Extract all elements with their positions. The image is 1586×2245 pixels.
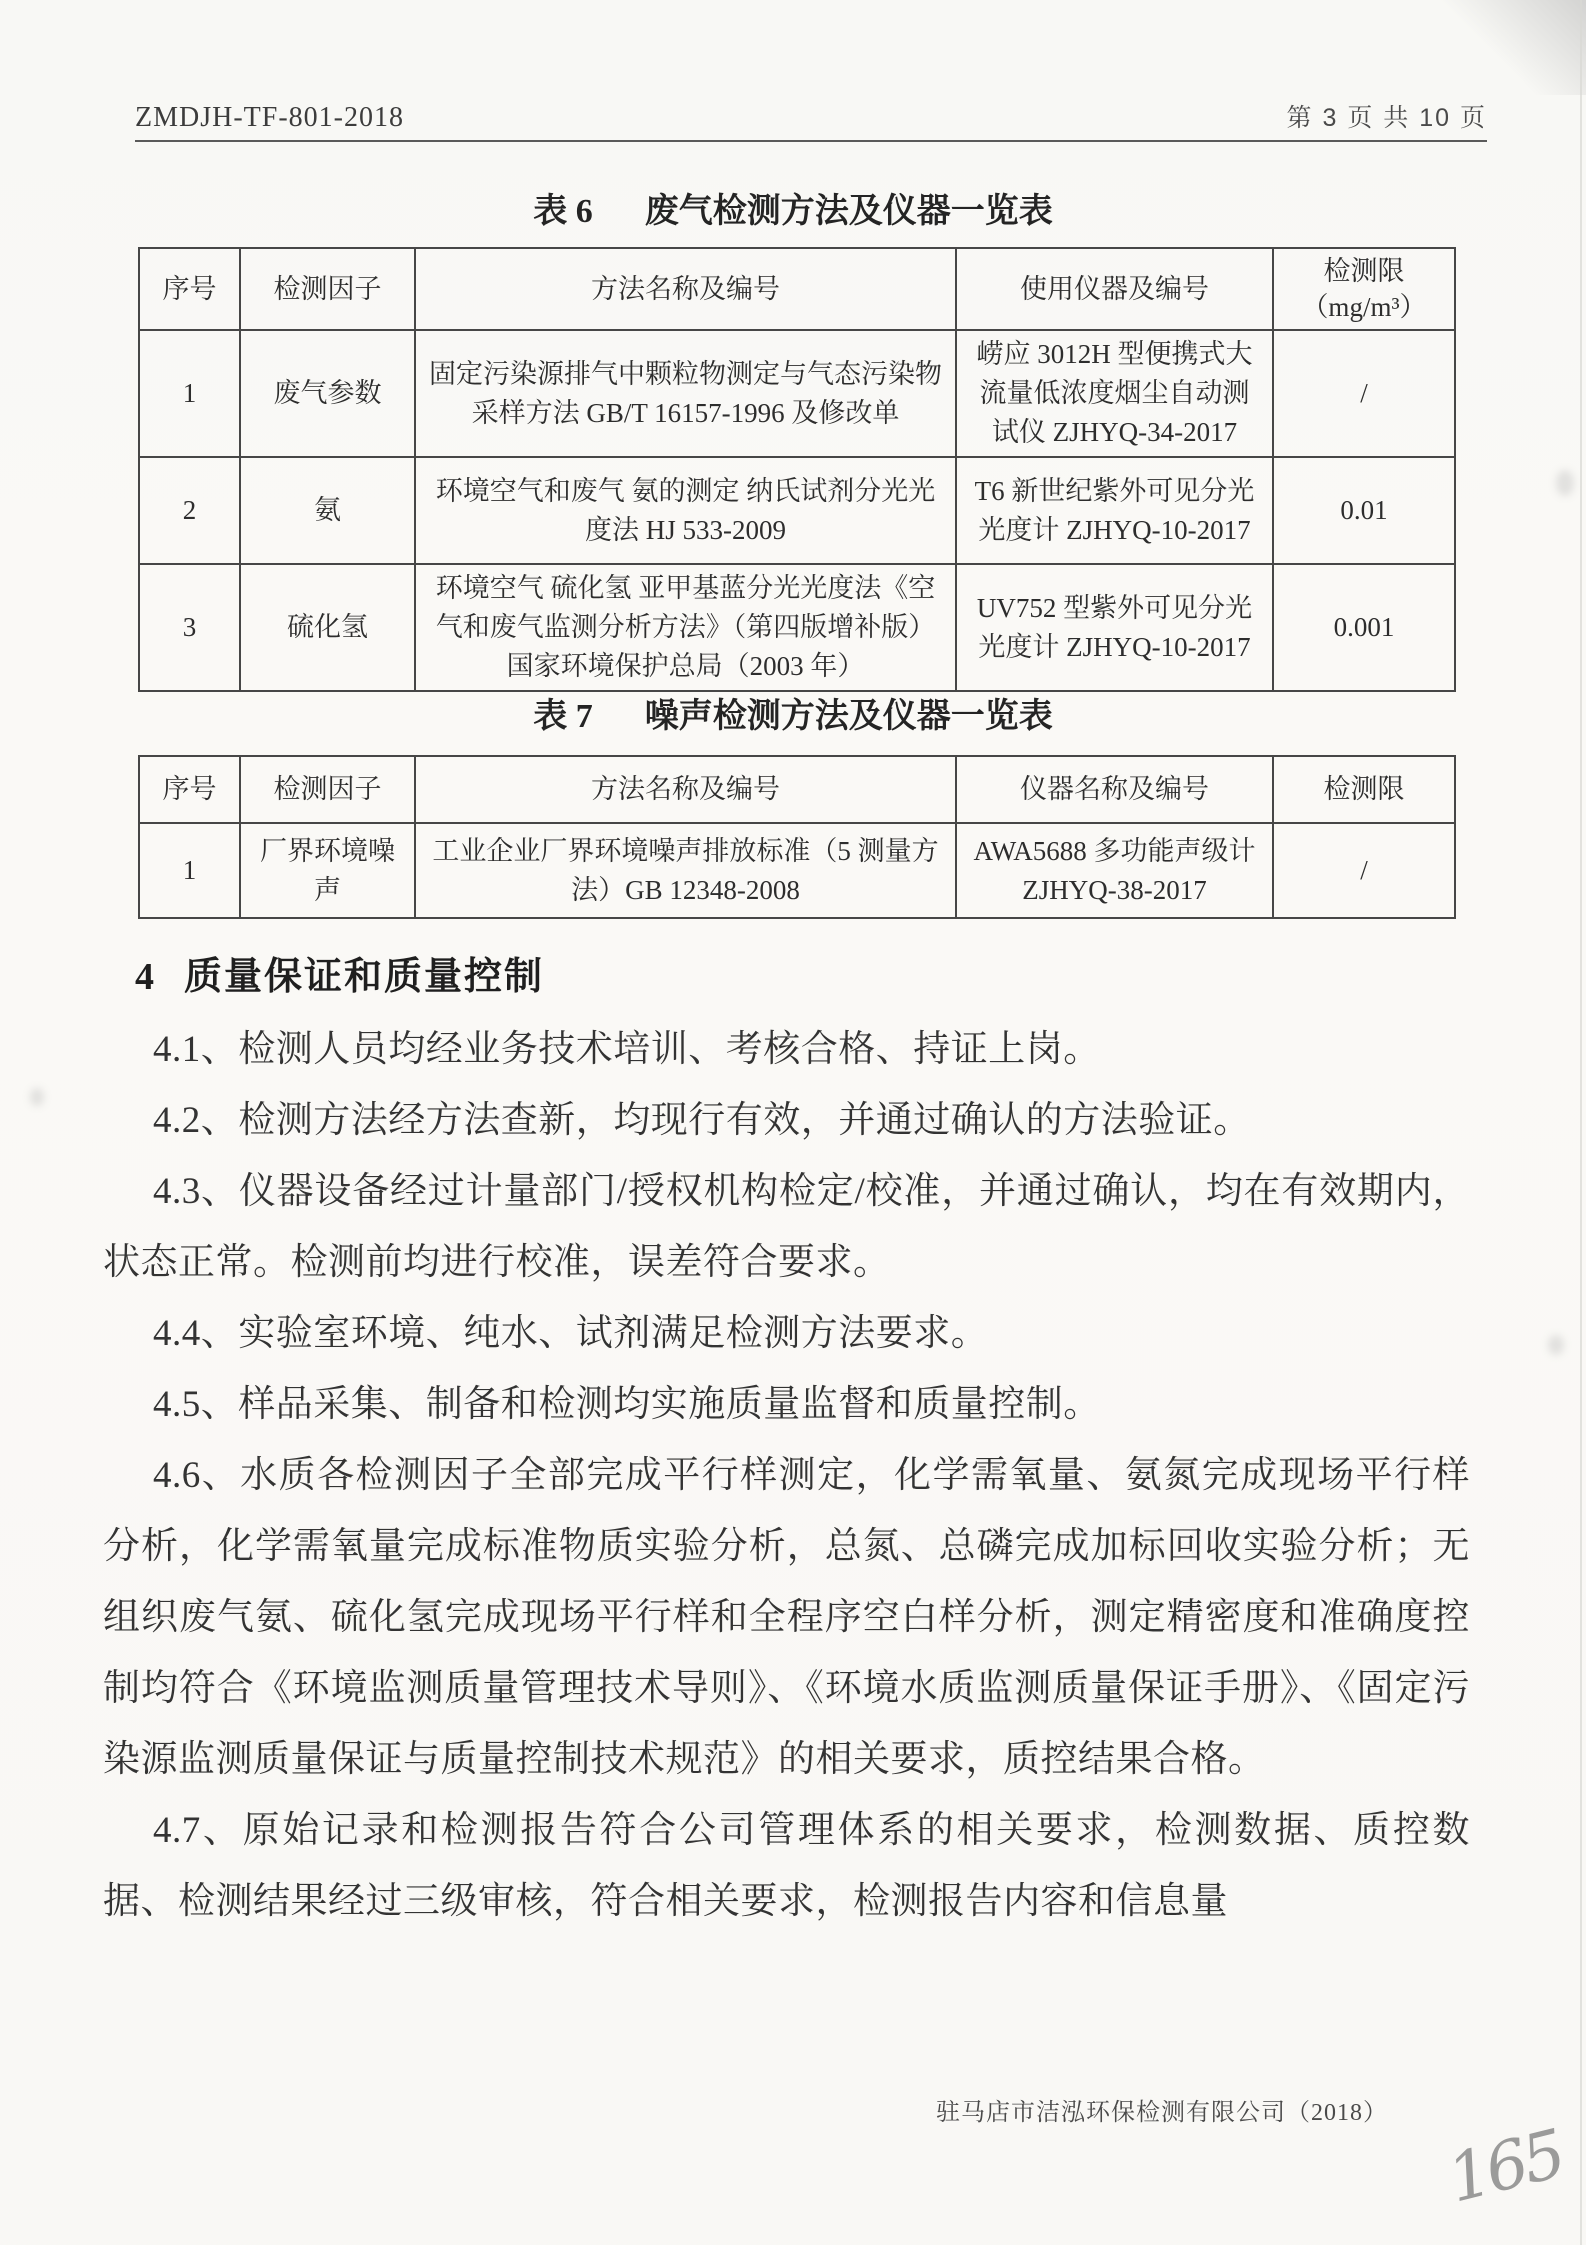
document-number: ZMDJH-TF-801-2018 — [135, 102, 404, 133]
cell-limit: 0.01 — [1273, 457, 1455, 564]
paragraph-4-5: 4.5、样品采集、制备和检测均实施质量监督和质量控制。 — [153, 1384, 1101, 1425]
table-row — [139, 823, 1455, 918]
table7-header-row — [139, 756, 1455, 823]
table7-header-limit: 检测限 — [1273, 756, 1455, 823]
cell-instrument: UV752 型紫外可见分光光度计 ZJHYQ-10-2017 — [956, 564, 1273, 691]
table6-waste-gas-methods — [138, 247, 1456, 692]
table7-header-instrument: 仪器名称及编号 — [956, 756, 1273, 823]
cell-method: 环境空气 硫化氢 亚甲基蓝分光光度法《空气和废气监测分析方法》（第四版增补版）国家环境保护总局（2003 年） — [415, 564, 956, 691]
table6-header-method: 方法名称及编号 — [415, 248, 956, 330]
table-row — [139, 564, 1455, 691]
cell-no: 1 — [139, 330, 240, 457]
section-quality-assurance — [103, 945, 1470, 1937]
table6-title-text: 废气检测方法及仪器一览表 — [644, 193, 1053, 230]
paragraph-4-4: 4.4、实验室环境、纯水、试剂满足检测方法要求。 — [153, 1313, 989, 1354]
scan-edge-line — [1580, 0, 1582, 2245]
table6-header-factor: 检测因子 — [240, 248, 415, 330]
table7-title-text: 噪声检测方法及仪器一览表 — [644, 698, 1053, 735]
cell-method: 固定污染源排气中颗粒物测定与气态污染物采样方法 GB/T 16157-1996 及修改单 — [415, 330, 956, 457]
cell-limit: / — [1273, 330, 1455, 457]
table7-title — [0, 688, 1586, 737]
table6-header-limit-label: 检测限 — [1323, 256, 1405, 286]
table7-header-factor: 检测因子 — [240, 756, 415, 823]
scan-corner-shadow — [1436, 0, 1586, 95]
paragraph-4-3: 4.3、仪器设备经过计量部门/授权机构检定/校准，并通过确认，均在有效期内，状态正常。检测前均进行校准，误差符合要求。 — [103, 1171, 1470, 1283]
cell-no: 3 — [139, 564, 240, 691]
table6-header-instrument: 使用仪器及编号 — [956, 248, 1273, 330]
paragraph-4-1: 4.1、检测人员均经业务技术培训、考核合格、持证上岗。 — [153, 1029, 1101, 1070]
table6-header-no: 序号 — [139, 248, 240, 330]
cell-no: 2 — [139, 457, 240, 564]
scan-smudge — [1548, 1335, 1564, 1355]
table6-title — [0, 183, 1586, 232]
table6-header-limit — [1273, 248, 1455, 330]
section-heading — [135, 945, 1470, 1000]
scan-smudge — [30, 1088, 44, 1106]
table7-title-label: 表 7 — [533, 698, 593, 735]
cell-factor: 废气参数 — [240, 330, 415, 457]
section-number: 4 — [135, 956, 156, 998]
handwritten-page-number: 165 — [1440, 2115, 1570, 2218]
table6-title-label: 表 6 — [533, 193, 593, 230]
paragraph-4-7: 4.7、原始记录和检测报告符合公司管理体系的相关要求，检测数据、质控数据、检测结果经过三级审核，符合相关要求，检测报告内容和信息量 — [103, 1810, 1470, 1922]
cell-factor: 硫化氢 — [240, 564, 415, 691]
table-row — [139, 330, 1455, 457]
table7-header-method: 方法名称及编号 — [415, 756, 956, 823]
cell-limit: 0.001 — [1273, 564, 1455, 691]
table-row — [139, 457, 1455, 564]
cell-instrument: T6 新世纪紫外可见分光光度计 ZJHYQ-10-2017 — [956, 457, 1273, 564]
cell-method: 工业企业厂界环境噪声排放标准（5 测量方法）GB 12348-2008 — [415, 823, 956, 918]
page-header — [135, 98, 1487, 142]
page-number-indicator: 第 3 页 共 10 页 — [1286, 104, 1487, 132]
scan-smudge — [1556, 470, 1574, 496]
table7-header-no: 序号 — [139, 756, 240, 823]
section-title: 质量保证和质量控制 — [184, 956, 545, 998]
table6-header-row — [139, 248, 1455, 330]
paragraph-4-6: 4.6、水质各检测因子全部完成平行样测定，化学需氧量、氨氮完成现场平行样分析，化学需氧量完成标准物质实验分析，总氮、总磷完成加标回收实验分析；无组织废气氨、硫化氢完成现场平行样和全程序空白样分析，测定精密度和准确度控制均符合《环境监测质量管理技术导则》、《环境水质监测质量保证手册》、《固定污染源监测质量保证与质量控制技术规范》的相关要求，质控结果合格。 — [103, 1455, 1470, 1780]
footer-company-name: 驻马店市洁泓环保检测有限公司（2018） — [936, 2100, 1388, 2126]
cell-factor: 氨 — [240, 457, 415, 564]
cell-limit: / — [1273, 823, 1455, 918]
table7-noise-methods — [138, 755, 1456, 919]
cell-instrument: AWA5688 多功能声级计 ZJHYQ-38-2017 — [956, 823, 1273, 918]
cell-factor: 厂界环境噪声 — [240, 823, 415, 918]
cell-method: 环境空气和废气 氨的测定 纳氏试剂分光光度法 HJ 533-2009 — [415, 457, 956, 564]
cell-no: 1 — [139, 823, 240, 918]
table6-header-limit-unit: （mg/m³） — [1301, 292, 1427, 322]
paragraph-4-2: 4.2、检测方法经方法查新，均现行有效，并通过确认的方法验证。 — [153, 1100, 1251, 1141]
cell-instrument: 崂应 3012H 型便携式大流量低浓度烟尘自动测试仪 ZJHYQ-34-2017 — [956, 330, 1273, 457]
